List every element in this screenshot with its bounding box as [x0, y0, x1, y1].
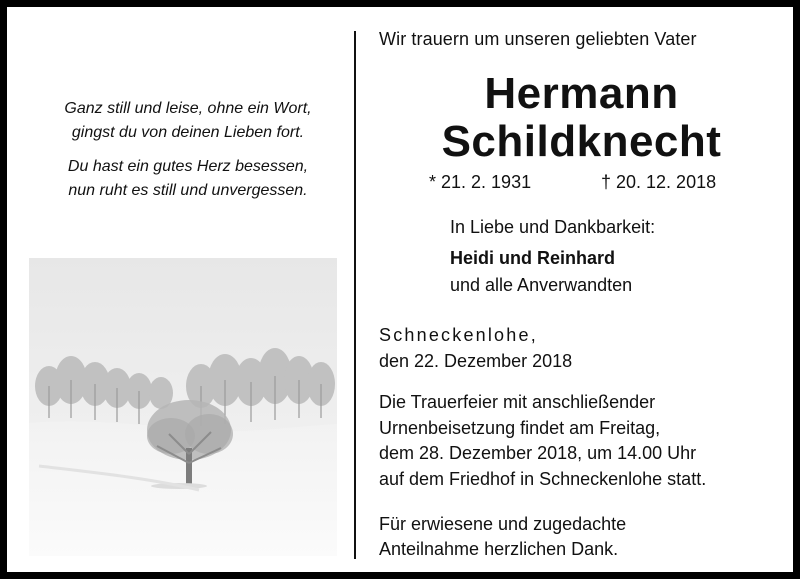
vertical-divider	[354, 31, 356, 559]
poem-stanza-1	[29, 97, 347, 145]
death-date: † 20. 12. 2018	[601, 172, 717, 192]
poem-line: gingst du von deinen Lieben fort.	[71, 124, 305, 141]
birth-date: * 21. 2. 1931	[429, 172, 532, 192]
mourners-names: Heidi und Reinhard	[450, 248, 616, 268]
ceremony-line: Urnenbeisetzung findet am Freitag,	[379, 417, 661, 438]
thanks-line: Anteilnahme herzlichen Dank.	[379, 539, 619, 559]
poem-line: Ganz still und leise, ohne ein Wort,	[64, 100, 312, 117]
ceremony-info	[379, 390, 706, 492]
notice-date: den 22. Dezember 2018	[379, 351, 573, 371]
poem-line: nun ruht es still und unvergessen.	[68, 182, 308, 199]
thanks-note	[379, 512, 626, 562]
thanks-line: Für erwiesene und zugedachte	[379, 514, 627, 534]
grief-intro: In Liebe und Dankbarkeit:	[450, 217, 656, 237]
winter-landscape-photo	[29, 258, 337, 556]
poem-line: Du hast ein gutes Herz besessen,	[67, 158, 309, 175]
deceased-first-name: Hermann	[484, 69, 679, 118]
ceremony-line: dem 28. Dezember 2018, um 14.00 Uhr	[379, 443, 697, 463]
place: Schneckenlohe,	[379, 325, 538, 345]
ceremony-line: auf dem Friedhof in Schneckenlohe statt.	[379, 468, 707, 489]
intro-line: Wir trauern um unseren geliebten Vater	[379, 29, 697, 49]
ceremony-line: Die Trauerfeier mit anschließender	[379, 392, 656, 412]
poem-stanza-2	[29, 155, 347, 203]
deceased-last-name: Schildknecht	[441, 117, 722, 166]
relatives-line: und alle Anverwandten	[450, 275, 633, 295]
